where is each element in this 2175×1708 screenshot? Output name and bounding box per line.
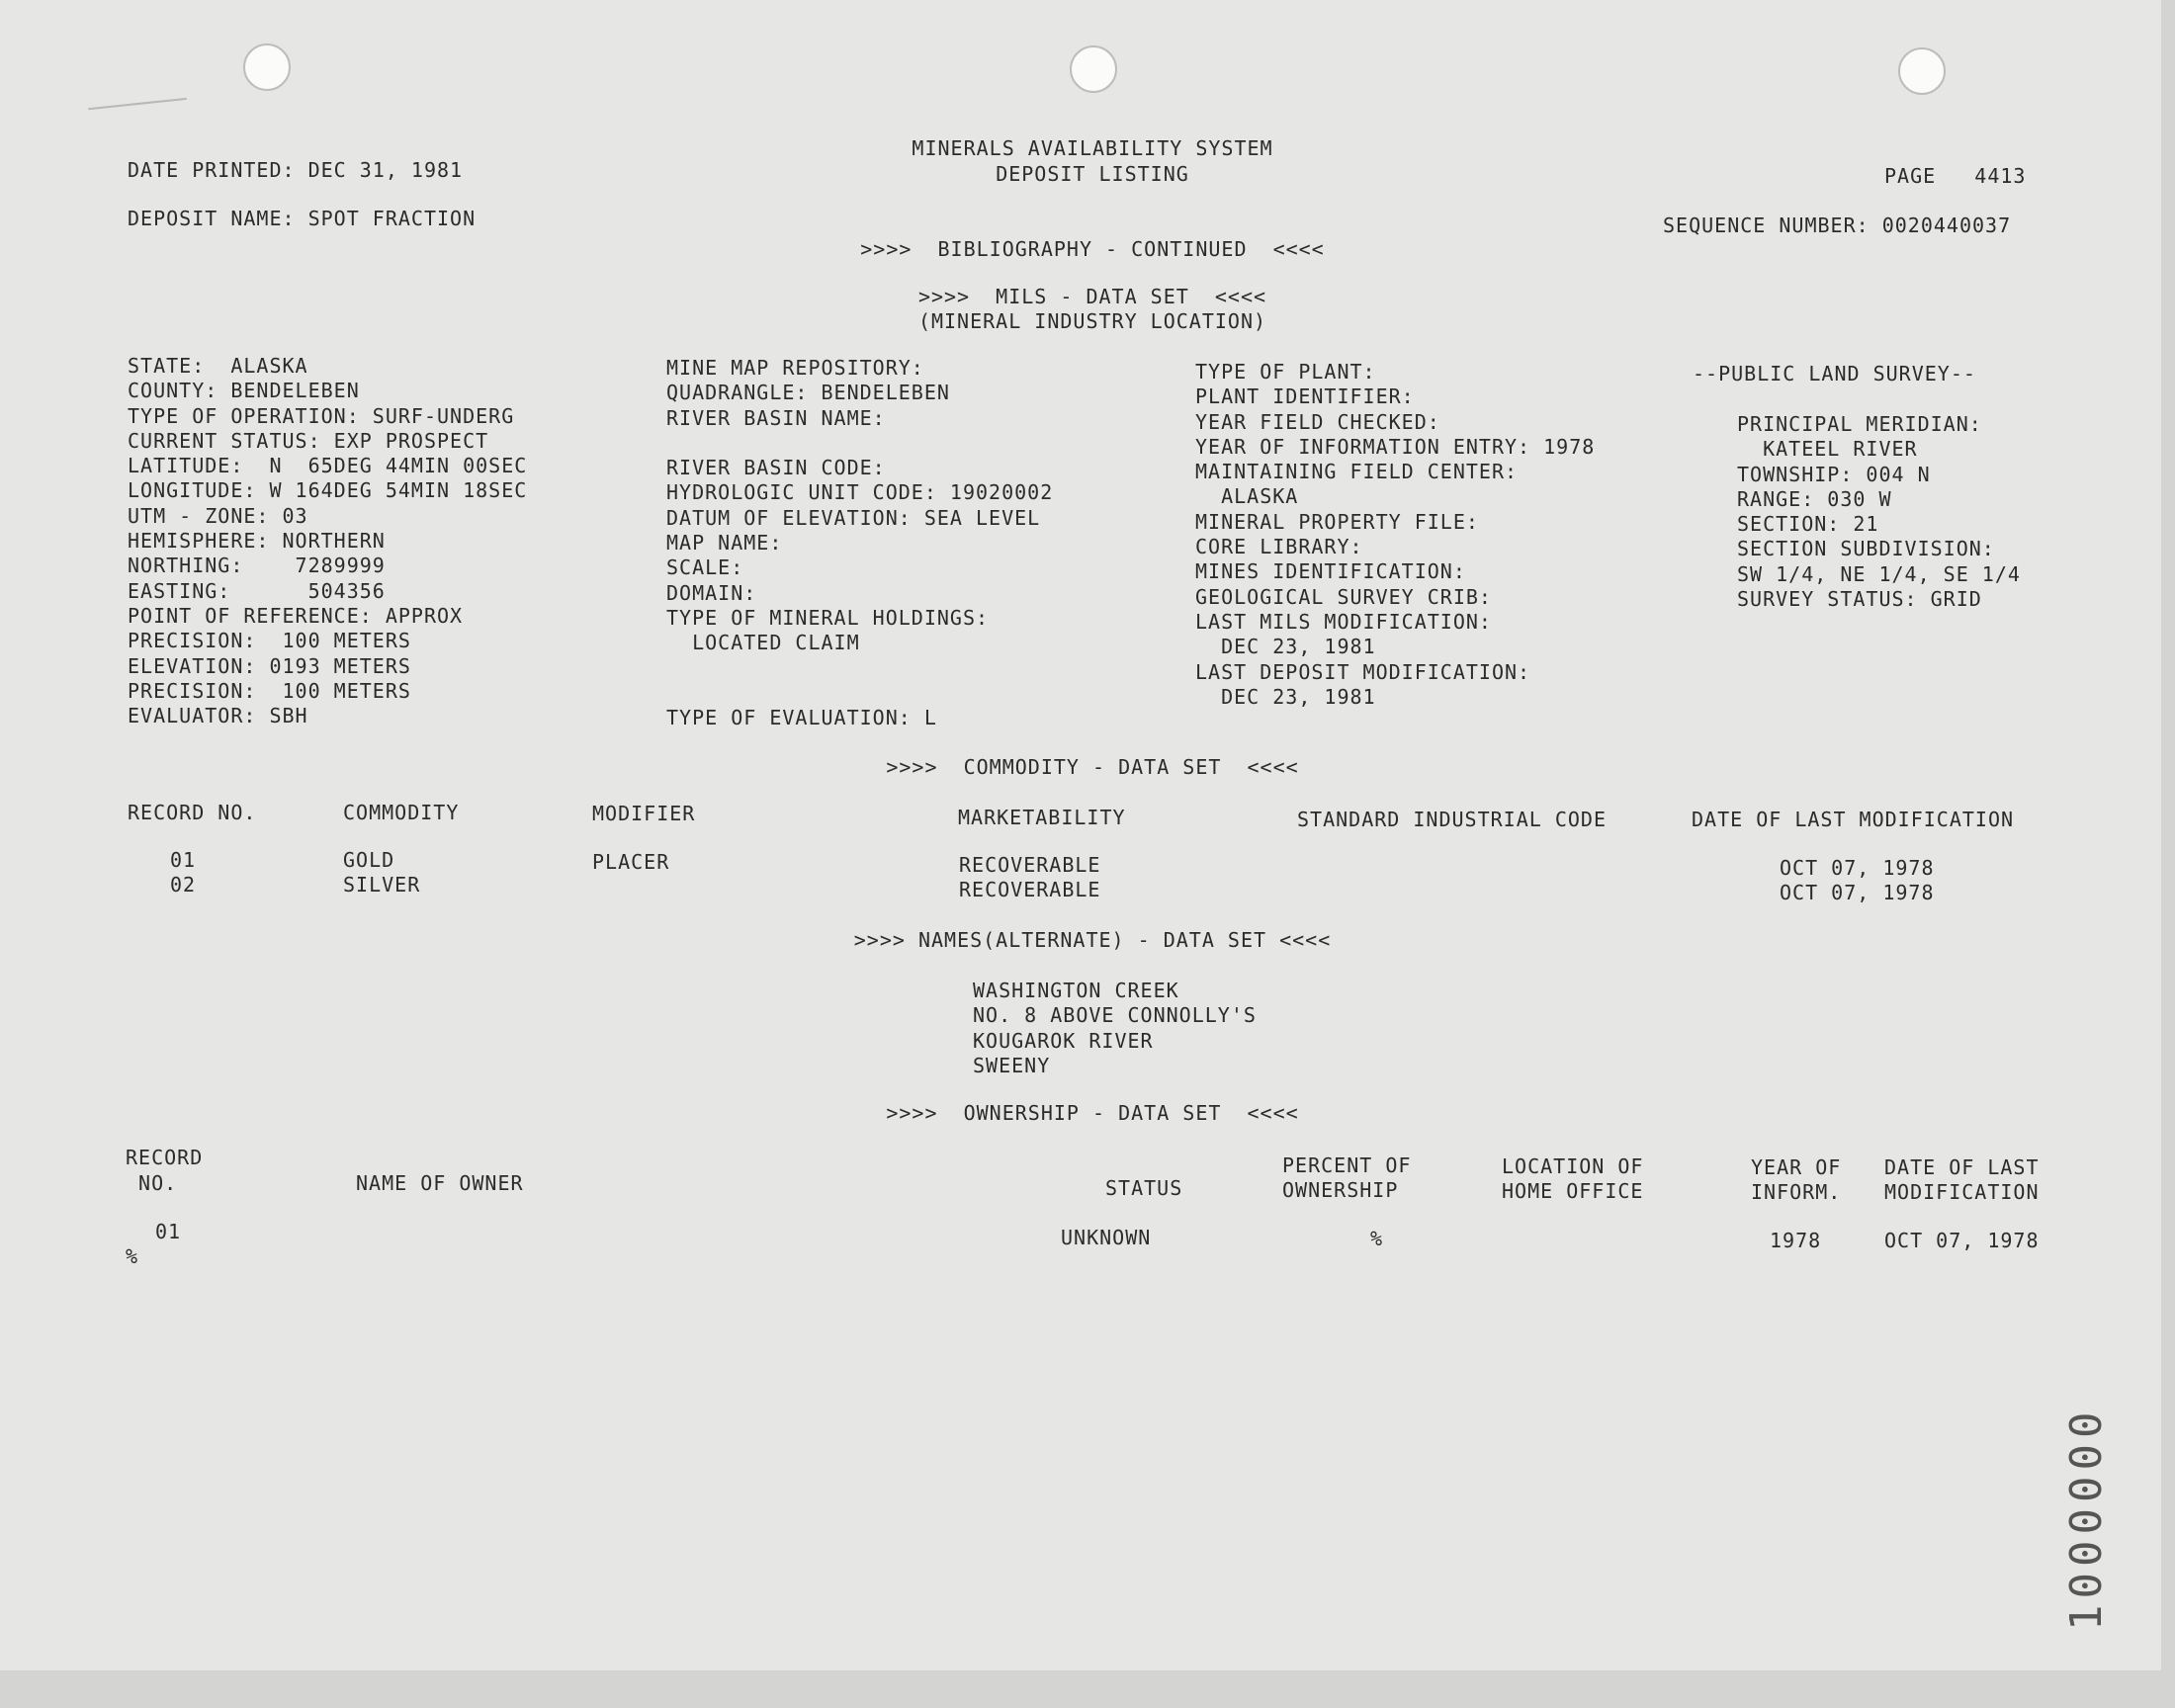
commodity-col-commodity: COMMODITY — [343, 801, 460, 824]
survey-field: SW 1/4, NE 1/4, SE 1/4 — [1737, 561, 2021, 586]
ownership-col-date-2: MODIFICATION — [1884, 1180, 2040, 1204]
mils-field — [666, 431, 1053, 456]
commodity-col-marketability: MARKETABILITY — [958, 806, 1126, 829]
survey-field: SECTION: 21 — [1737, 512, 1879, 537]
commodity-date: OCT 07, 1978 — [1780, 856, 1935, 880]
mils-field: LONGITUDE: W 164DEG 54MIN 18SEC — [128, 478, 528, 503]
mils-field: CURRENT STATUS: EXP PROSPECT — [128, 428, 489, 453]
margin-stamp: 1000000 — [2061, 1406, 2112, 1631]
mils-field: DEC 23, 1981 — [1195, 684, 1376, 709]
mils-map-column — [666, 356, 1053, 730]
mils-field: EASTING: 504356 — [128, 578, 386, 603]
mils-field: DEC 23, 1981 — [1195, 635, 1376, 659]
mils-field: DATUM OF ELEVATION: SEA LEVEL — [666, 505, 1041, 530]
ownership-col-percent-2: OWNERSHIP — [1282, 1178, 1399, 1202]
page-number: PAGE 4413 — [1884, 164, 2027, 188]
survey-field: SECTION SUBDIVISION: — [1737, 537, 1995, 561]
ownership-percent: % — [1370, 1227, 1384, 1250]
survey-field: SURVEY STATUS: GRID — [1737, 587, 1982, 612]
mils-field: MINES IDENTIFICATION: — [1195, 559, 1466, 584]
commodity-marketability: RECOVERABLE — [959, 853, 1101, 877]
ownership-col-year-1: YEAR OF — [1751, 1155, 1842, 1179]
paper-scuff — [88, 98, 189, 128]
punch-hole-left — [243, 43, 291, 91]
deposit-name: DEPOSIT NAME: SPOT FRACTION — [128, 207, 477, 230]
commodity-col-modifier: MODIFIER — [592, 802, 696, 825]
mils-field — [666, 681, 1053, 706]
ownership-col-location-2: HOME OFFICE — [1502, 1179, 1644, 1203]
list-item: WASHINGTON CREEK — [973, 979, 1179, 1002]
mils-field: ALASKA — [1195, 484, 1299, 509]
mils-field: PLANT IDENTIFIER: — [1195, 384, 1415, 409]
survey-field: RANGE: 030 W — [1737, 486, 1892, 511]
commodity-modifier: PLACER — [592, 850, 670, 874]
mils-field: TYPE OF EVALUATION: L — [666, 706, 937, 730]
mils-field: TYPE OF MINERAL HOLDINGS: — [666, 605, 990, 630]
mils-field: POINT OF REFERENCE: APPROX — [128, 603, 464, 628]
commodity-name: SILVER — [343, 873, 421, 897]
mils-field: MAP NAME: — [666, 531, 783, 555]
mils-field: LAST DEPOSIT MODIFICATION: — [1195, 659, 1531, 684]
mils-heading: >>>> MILS - DATA SET <<<< — [917, 285, 1267, 308]
mils-field: LATITUDE: N 65DEG 44MIN 00SEC — [128, 454, 528, 478]
mils-field: PRECISION: 100 METERS — [128, 629, 411, 653]
mils-field: QUADRANGLE: BENDELEBEN — [666, 381, 950, 405]
mils-plant-column — [1195, 360, 1595, 710]
public-land-survey-heading: --PUBLIC LAND SURVEY-- — [1693, 362, 1976, 385]
mils-field: ELEVATION: 0193 METERS — [128, 653, 411, 678]
mils-subheading: (MINERAL INDUSTRY LOCATION) — [917, 309, 1267, 333]
bibliography-heading: >>>> BIBLIOGRAPHY - CONTINUED <<<< — [860, 237, 1325, 261]
mils-field: STATE: ALASKA — [128, 354, 308, 378]
ownership-date: OCT 07, 1978 — [1884, 1229, 2040, 1252]
ownership-col-record-2: NO. — [126, 1171, 178, 1195]
mils-location-column — [128, 354, 527, 728]
survey-field: PRINCIPAL MERIDIAN: — [1737, 412, 1982, 436]
commodity-heading: >>>> COMMODITY - DATA SET <<<< — [886, 755, 1299, 779]
mils-field: HEMISPHERE: NORTHERN — [128, 529, 386, 554]
mils-field: TYPE OF PLANT: — [1195, 360, 1376, 384]
ownership-year: 1978 — [1770, 1229, 1822, 1252]
list-item: SWEENY — [973, 1053, 1051, 1077]
mils-field: EVALUATOR: SBH — [128, 704, 308, 728]
survey-field: TOWNSHIP: 004 N — [1737, 462, 1931, 486]
list-item: KOUGAROK RIVER — [973, 1028, 1154, 1053]
listing-title: DEPOSIT LISTING — [996, 162, 1189, 186]
mils-field: PRECISION: 100 METERS — [128, 678, 411, 703]
commodity-record: 01 — [170, 848, 197, 872]
commodity-col-date: DATE OF LAST MODIFICATION — [1692, 808, 2015, 831]
mils-field — [666, 656, 1053, 681]
ownership-col-owner: NAME OF OWNER — [356, 1171, 524, 1195]
list-item: NO. 8 ABOVE CONNOLLY'S — [973, 1003, 1257, 1028]
mils-field: SCALE: — [666, 555, 744, 580]
ownership-record: 01 — [155, 1220, 182, 1243]
commodity-col-record: RECORD NO. — [128, 801, 257, 824]
ownership-col-percent-1: PERCENT OF — [1282, 1153, 1412, 1177]
mils-field: CORE LIBRARY: — [1195, 535, 1363, 559]
commodity-name: GOLD — [343, 848, 395, 872]
ownership-col-location-1: LOCATION OF — [1502, 1154, 1644, 1178]
mils-field: LAST MILS MODIFICATION: — [1195, 609, 1492, 634]
mils-field: YEAR OF INFORMATION ENTRY: 1978 — [1195, 434, 1596, 459]
ownership-status: UNKNOWN — [1061, 1226, 1152, 1249]
mils-field: RIVER BASIN NAME: — [666, 405, 886, 430]
punch-hole-right — [1898, 47, 1946, 95]
ownership-footnote: % — [126, 1244, 139, 1268]
ownership-col-status: STATUS — [1105, 1176, 1183, 1200]
mils-field: LOCATED CLAIM — [666, 631, 860, 655]
ownership-col-record-1: RECORD — [126, 1146, 204, 1169]
system-title: MINERALS AVAILABILITY SYSTEM — [912, 136, 1273, 160]
survey-field: KATEEL RIVER — [1737, 437, 1918, 462]
ownership-col-date-1: DATE OF LAST — [1884, 1155, 2040, 1179]
mils-field: COUNTY: BENDELEBEN — [128, 379, 360, 403]
punch-hole-center — [1070, 45, 1117, 93]
mils-field: DOMAIN: — [666, 580, 757, 605]
mils-field: MINERAL PROPERTY FILE: — [1195, 509, 1479, 534]
public-land-survey-column — [1737, 412, 2021, 612]
names-heading: >>>> NAMES(ALTERNATE) - DATA SET <<<< — [853, 928, 1332, 952]
mils-field: HYDROLOGIC UNIT CODE: 19020002 — [666, 480, 1054, 505]
ownership-col-year-2: INFORM. — [1751, 1180, 1842, 1204]
alternate-names-list — [973, 979, 1257, 1078]
commodity-marketability: RECOVERABLE — [959, 878, 1101, 901]
mils-field: GEOLOGICAL SURVEY CRIB: — [1195, 584, 1492, 609]
commodity-col-sic: STANDARD INDUSTRIAL CODE — [1297, 808, 1607, 831]
sequence-number: SEQUENCE NUMBER: 0020440037 — [1663, 214, 2012, 237]
mils-field: YEAR FIELD CHECKED: — [1195, 409, 1440, 434]
mils-field: RIVER BASIN CODE: — [666, 456, 886, 480]
mils-field: MINE MAP REPOSITORY: — [666, 356, 924, 380]
mils-field: UTM - ZONE: 03 — [128, 503, 308, 528]
commodity-record: 02 — [170, 873, 197, 897]
mils-field: MAINTAINING FIELD CENTER: — [1195, 460, 1519, 484]
mils-field: NORTHING: 7289999 — [128, 554, 386, 578]
ownership-heading: >>>> OWNERSHIP - DATA SET <<<< — [886, 1101, 1299, 1125]
mils-field: TYPE OF OPERATION: SURF-UNDERG — [128, 403, 515, 428]
commodity-date: OCT 07, 1978 — [1780, 881, 1935, 904]
date-printed: DATE PRINTED: DEC 31, 1981 — [128, 158, 464, 182]
